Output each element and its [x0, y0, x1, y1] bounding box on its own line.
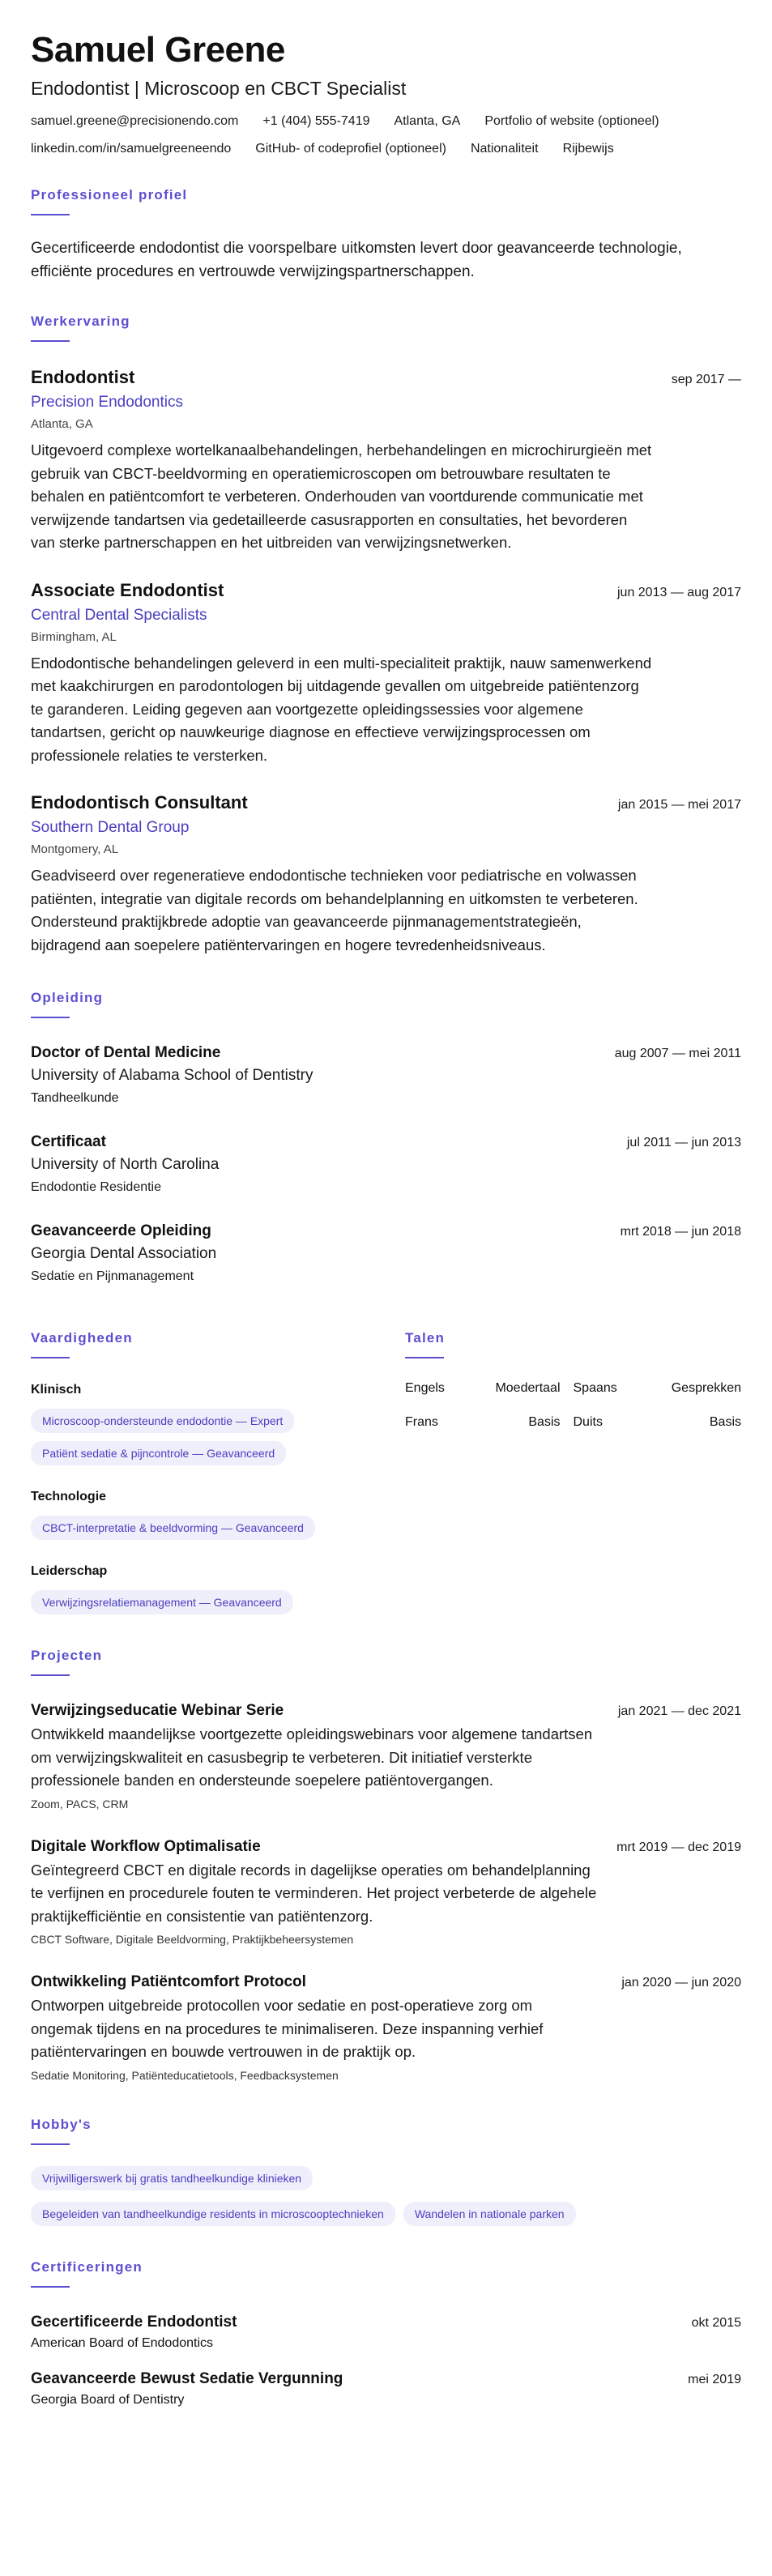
job-date: jun 2013 — aug 2017: [616, 585, 741, 599]
skill-tag: Patiënt sedatie & pijncontrole — Geavanceerd: [31, 1441, 286, 1465]
project-description: Geïntegreerd CBCT en digitale records in dagelijkse operaties om behandelplanning te verfijnen en procedurele fouten te verminderen. Het project verbeterde de algehele praktijkefficiëntie en consistentie van patiëntenzorg.: [31, 1861, 597, 1925]
contact-linkedin[interactable]: linkedin.com/in/samuelgreeneendo: [31, 142, 232, 156]
certification-date: okt 2015: [691, 2315, 741, 2330]
section-title: Vaardigheden: [31, 1330, 133, 1346]
project-tech: Sedatie Monitoring, Patiënteducatietools, Feedbacksystemen: [31, 2068, 339, 2082]
section-title: Certificeringen: [31, 2258, 143, 2275]
language-level: Gesprekken: [671, 1381, 741, 1395]
job-title: Endodontist: [31, 367, 135, 387]
certification-date: mei 2019: [688, 2372, 741, 2386]
section-divider: [31, 340, 70, 342]
project-description: Ontwikkeld maandelijkse voortgezette opleidingswebinars voor algemene tandartsen om verwijzingskwaliteit en casusbegrip te verbeteren. Dit initiatief versterkte professionele banden en ondersteunde soepelere patiëntovergangen.: [31, 1725, 593, 1789]
job-location: Birmingham, AL: [31, 629, 117, 644]
language-name: Spaans: [573, 1381, 617, 1395]
section-divider: [31, 1017, 70, 1018]
job-description: Geadviseerd over regeneratieve endodontische technieken voor pediatrische en volwassen patiënten, integratie van digitale records om behandelplanning en uitkomsten te verbeteren. Ondersteund praktijkbrede adoptie van geavanceerde pijnmanagementstrategieën, bijdragend aan soepelere patiëntervaringen en hogere tevredenheidsniveaus.: [31, 867, 638, 953]
contact-location: Atlanta, GA: [394, 114, 461, 128]
job-description: Uitgevoerd complexe wortelkanaalbehandelingen, herbehandelingen en microchirurgieën met gebruik van CBCT-beeldvorming en operatiemicroscopen om betrouwbare resultaten te behalen en patiëntcomfort te verbeteren. Onderhouden van voortdurende communicatie met verwijzende tandartsen via gedetailleerde casusrapporten en consultaties, het bevorderen van sterke partnerschappen en het uitbreiden van verwijzingsnetwerken.: [31, 441, 652, 551]
education-field: Sedatie en Pijnmanagement: [31, 1269, 194, 1283]
project-date: jan 2020 — jun 2020: [621, 1976, 741, 1990]
skill-category: Technologie: [31, 1490, 107, 1503]
education-degree: Certificaat: [31, 1133, 106, 1150]
section-divider: [31, 214, 70, 215]
project-tech: CBCT Software, Digitale Beeldvorming, Praktijkbeheersystemen: [31, 1933, 354, 1946]
section-title: Opleiding: [31, 990, 104, 1005]
skills-languages-row: [31, 1329, 741, 1614]
language-name: Frans: [405, 1415, 438, 1429]
skill-category: Leiderschap: [31, 1564, 108, 1578]
education-field: Endodontie Residentie: [31, 1180, 162, 1194]
project-entry: [31, 1836, 741, 1948]
hobby-tag: Begeleiden van tandheelkundige residents in microscooptechnieken: [31, 2202, 395, 2226]
language-name: Duits: [573, 1415, 603, 1429]
language-level: Moedertaal: [495, 1381, 561, 1395]
education-school: University of North Carolina: [31, 1156, 220, 1173]
hobby-tag: Vrijwilligerswerk bij gratis tandheelkundige klinieken: [31, 2166, 313, 2190]
job-company: Southern Dental Group: [31, 819, 190, 836]
skill-tag: Microscoop-ondersteunde endodontie — Expert: [31, 1409, 294, 1433]
job-date: sep 2017 —: [671, 373, 741, 386]
education-degree: Geavanceerde Opleiding: [31, 1222, 211, 1239]
contact-email[interactable]: samuel.greene@precisionendo.com: [31, 114, 239, 128]
job-company: Precision Endodontics: [31, 394, 183, 411]
job-title: Endodontisch Consultant: [31, 792, 248, 812]
language-name: Engels: [405, 1381, 445, 1395]
hobbies-section: [31, 2116, 741, 2226]
contact-portfolio[interactable]: Portfolio of website (optioneel): [484, 114, 659, 128]
contact-nationality: Nationaliteit: [470, 142, 539, 156]
language-level: Basis: [528, 1415, 561, 1429]
profile-summary: Gecertificeerde endodontist die voorspelbare uitkomsten levert door geavanceerde technologie, efficiënte procedures en vertrouwde verwijzingspartnerschappen.: [31, 240, 682, 280]
education-date: mrt 2018 — jun 2018: [620, 1225, 741, 1239]
job-entry: [31, 579, 741, 768]
projects-section: [31, 1647, 741, 2083]
education-date: jul 2011 — jun 2013: [626, 1136, 741, 1149]
education-school: Georgia Dental Association: [31, 1245, 217, 1262]
job-title: Associate Endodontist: [31, 579, 224, 600]
section-title: Hobby's: [31, 2116, 92, 2132]
education-degree: Doctor of Dental Medicine: [31, 1044, 221, 1061]
section-title: Projecten: [31, 1648, 103, 1663]
candidate-headline: Endodontist | Microscoop en CBCT Specialist: [31, 78, 407, 99]
contact-drivers-license: Rijbewijs: [562, 142, 614, 156]
section-divider: [31, 1674, 70, 1676]
project-date: mrt 2019 — dec 2019: [616, 1840, 741, 1854]
job-location: Atlanta, GA: [31, 417, 93, 431]
skill-category: Klinisch: [31, 1383, 82, 1397]
job-location: Montgomery, AL: [31, 842, 119, 856]
contact-phone[interactable]: +1 (404) 555-7419: [262, 114, 370, 128]
hobby-list: [31, 2166, 741, 2226]
project-title: Digitale Workflow Optimalisatie: [31, 1837, 261, 1855]
section-divider: [31, 2143, 70, 2145]
section-divider: [31, 2286, 70, 2288]
skill-tag: Verwijzingsrelatiemanagement — Geavanceerd: [31, 1590, 293, 1614]
skill-tag: CBCT-interpretatie & beeldvorming — Geavanceerd: [31, 1516, 315, 1540]
education-entry: [31, 1043, 741, 1107]
job-entry: [31, 791, 741, 957]
skills-section: [31, 1329, 405, 1614]
project-description: Ontworpen uitgebreide protocollen voor sedatie en post-operatieve zorg om ongemak tijdens en na procedures te minimaliseren. Deze inspanning verhief patiëntervaringen en bouwde vertrouwen in de praktijk op.: [31, 1997, 544, 2060]
certification-issuer: Georgia Board of Dentistry: [31, 2392, 185, 2407]
certification-entry: [31, 2312, 741, 2352]
contact-github[interactable]: GitHub- of codeprofiel (optioneel): [255, 142, 446, 156]
languages-section: [405, 1329, 741, 1614]
job-company: Central Dental Specialists: [31, 606, 207, 624]
section-divider: [405, 1357, 444, 1358]
language-level: Basis: [709, 1415, 741, 1429]
education-date: aug 2007 — mei 2011: [614, 1047, 741, 1060]
certification-title: Geavanceerde Bewust Sedatie Vergunning: [31, 2369, 343, 2387]
project-entry: [31, 1972, 741, 2083]
experience-section: [31, 313, 741, 957]
candidate-name: Samuel Greene: [31, 30, 285, 70]
section-divider: [31, 1357, 70, 1358]
section-title: Talen: [405, 1330, 446, 1346]
job-entry: [31, 366, 741, 555]
project-tech: Zoom, PACS, CRM: [31, 1797, 129, 1810]
profile-section: [31, 186, 741, 284]
section-title: Werkervaring: [31, 313, 130, 329]
project-date: jan 2021 — dec 2021: [617, 1704, 741, 1718]
language-list: [405, 1380, 741, 1431]
contact-list: [31, 113, 741, 157]
education-section: [31, 989, 741, 1286]
hobby-tags: [31, 2202, 741, 2226]
job-description: Endodontische behandelingen geleverd in een multi-specialiteit praktijk, nauw samenwerkend met kaakchirurgen en parodontologen bij uitdagende gevallen om uitgebreide patiëntenzorg te garanderen. Leiding gegeven aan voortgezette opleidingssessies voor algemene tandartsen, gericht op nauwkeurige diagnose en effectieve verwijzingsprocessen om professionele relaties te versterken.: [31, 654, 652, 764]
certification-entry: [31, 2369, 741, 2409]
certification-title: Gecertificeerde Endodontist: [31, 2313, 237, 2331]
section-title: Professioneel profiel: [31, 187, 188, 203]
project-entry: [31, 1700, 741, 1812]
hobby-tag: Wandelen in nationale parken: [403, 2202, 576, 2226]
skill-tags: [31, 1409, 405, 1465]
education-field: Tandheelkunde: [31, 1091, 119, 1105]
skill-tags: [31, 1590, 405, 1614]
hobby-tags: [31, 2166, 741, 2190]
certifications-section: [31, 2258, 741, 2409]
project-title: Verwijzingseducatie Webinar Serie: [31, 1702, 284, 1719]
project-title: Ontwikkeling Patiëntcomfort Protocol: [31, 1973, 306, 1990]
skill-tags: [31, 1516, 405, 1540]
resume-header: [31, 29, 741, 157]
education-school: University of Alabama School of Dentistry: [31, 1067, 313, 1084]
job-date: jan 2015 — mei 2017: [617, 798, 741, 812]
education-entry: [31, 1132, 741, 1196]
certification-issuer: American Board of Endodontics: [31, 2335, 214, 2350]
education-entry: [31, 1221, 741, 1286]
